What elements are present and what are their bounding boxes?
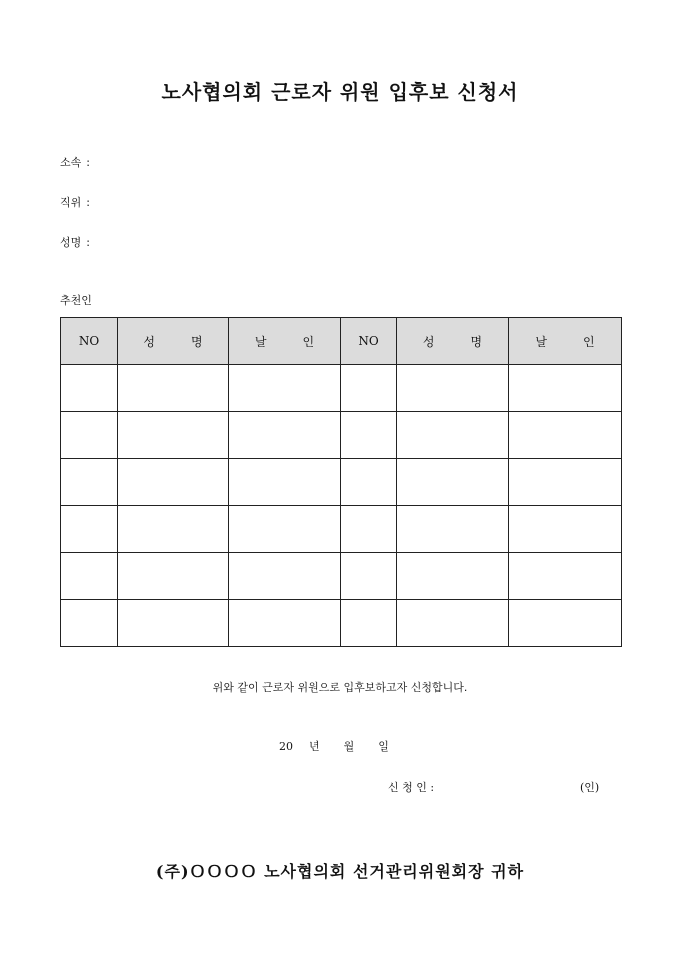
cell-no[interactable] bbox=[341, 412, 397, 459]
cell-no[interactable] bbox=[61, 553, 118, 600]
table-row bbox=[61, 600, 622, 647]
table-header-row bbox=[61, 318, 622, 365]
cell-no[interactable] bbox=[341, 365, 397, 412]
header-no-2-text: NO bbox=[358, 334, 379, 348]
header-seal-1-b: 인 bbox=[302, 334, 315, 349]
header-seal-2-b: 인 bbox=[583, 334, 595, 349]
cell-seal[interactable] bbox=[229, 553, 341, 600]
header-seal-2-a: 날 bbox=[535, 334, 547, 349]
header-seal-2 bbox=[509, 318, 622, 365]
cell-name[interactable] bbox=[397, 553, 509, 600]
cell-seal[interactable] bbox=[509, 412, 622, 459]
cell-name[interactable] bbox=[397, 365, 509, 412]
cell-name[interactable] bbox=[397, 412, 509, 459]
cell-seal[interactable] bbox=[229, 365, 341, 412]
table-row bbox=[61, 506, 622, 553]
cell-seal[interactable] bbox=[229, 412, 341, 459]
document-title: 노사협의회 근로자 위원 입후보 신청서 bbox=[161, 80, 519, 104]
header-name-2-b: 명 bbox=[470, 334, 483, 349]
name-field bbox=[60, 234, 90, 250]
position-colon: : bbox=[86, 196, 90, 209]
cell-name[interactable] bbox=[118, 365, 229, 412]
header-no-2 bbox=[341, 318, 397, 365]
cell-seal[interactable] bbox=[509, 365, 622, 412]
table-row bbox=[61, 365, 622, 412]
cell-name[interactable] bbox=[397, 459, 509, 506]
recommenders-table bbox=[60, 317, 622, 647]
affiliation-colon: : bbox=[86, 156, 90, 169]
cell-no[interactable] bbox=[341, 459, 397, 506]
recommenders-label: 추천인 bbox=[60, 294, 92, 307]
cell-no[interactable] bbox=[61, 412, 118, 459]
cell-seal[interactable] bbox=[229, 459, 341, 506]
cell-no[interactable] bbox=[341, 553, 397, 600]
position-field bbox=[60, 194, 90, 210]
header-name-2 bbox=[397, 318, 509, 365]
name-label: 성명 bbox=[60, 236, 82, 249]
cell-no[interactable] bbox=[61, 506, 118, 553]
applicant-seal: (인) bbox=[580, 781, 600, 794]
applicant-label: 신 청 인 : bbox=[388, 781, 435, 794]
cell-name[interactable] bbox=[397, 600, 509, 647]
affiliation-field bbox=[60, 154, 90, 170]
application-statement: 위와 같이 근로자 위원으로 입후보하고자 신청합니다. bbox=[212, 681, 468, 694]
header-no-1-text: NO bbox=[78, 334, 100, 348]
date-line bbox=[279, 738, 389, 754]
cell-seal[interactable] bbox=[229, 600, 341, 647]
position-label: 직위 bbox=[60, 196, 82, 209]
table-row bbox=[61, 412, 622, 459]
date-year: 년 bbox=[309, 740, 320, 753]
cell-name[interactable] bbox=[118, 459, 229, 506]
cell-no[interactable] bbox=[61, 600, 118, 647]
header-name-2-a: 성 bbox=[422, 334, 435, 349]
table-row bbox=[61, 553, 622, 600]
cell-no[interactable] bbox=[341, 600, 397, 647]
cell-seal[interactable] bbox=[509, 600, 622, 647]
header-name-1 bbox=[118, 318, 229, 365]
date-day: 일 bbox=[378, 740, 389, 753]
cell-no[interactable] bbox=[61, 459, 118, 506]
cell-no[interactable] bbox=[61, 365, 118, 412]
name-colon: : bbox=[86, 236, 90, 249]
header-name-1-b: 명 bbox=[191, 334, 203, 349]
cell-name[interactable] bbox=[118, 600, 229, 647]
header-name-1-a: 성 bbox=[143, 334, 155, 349]
header-no-1 bbox=[61, 318, 118, 365]
date-month: 월 bbox=[343, 740, 355, 753]
cell-seal[interactable] bbox=[509, 553, 622, 600]
cell-seal[interactable] bbox=[509, 459, 622, 506]
cell-seal[interactable] bbox=[509, 506, 622, 553]
cell-name[interactable] bbox=[118, 506, 229, 553]
cell-name[interactable] bbox=[118, 553, 229, 600]
affiliation-label: 소속 bbox=[60, 156, 82, 169]
header-seal-1-a: 날 bbox=[254, 334, 267, 349]
cell-no[interactable] bbox=[341, 506, 397, 553]
header-seal-1 bbox=[229, 318, 341, 365]
addressee-footer: (주)ＯＯＯＯ 노사협의회 선거관리위원회장 귀하 bbox=[155, 862, 525, 881]
cell-seal[interactable] bbox=[229, 506, 341, 553]
cell-name[interactable] bbox=[397, 506, 509, 553]
table-row bbox=[61, 459, 622, 506]
cell-name[interactable] bbox=[118, 412, 229, 459]
date-year-prefix: 20 bbox=[279, 740, 293, 753]
